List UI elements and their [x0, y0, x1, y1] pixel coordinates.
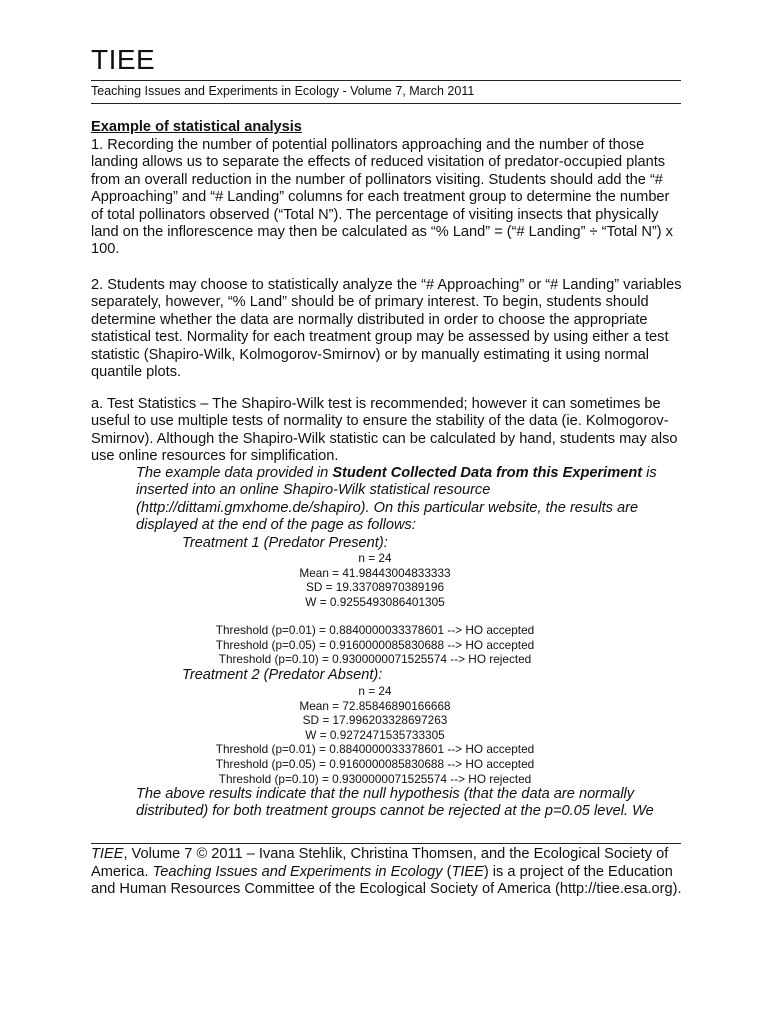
threshold-010: Threshold (p=0.10) = 0.9300000071525574 --> HO rejected [218, 652, 532, 667]
threshold-010: Threshold (p=0.10) = 0.9300000071525574 --> HO rejected [218, 771, 532, 786]
footer-b: , Volume 7 © 2011 – Ivana Stehlik, Christina Thomsen, and the Ecological Society of America. [91, 846, 669, 880]
treatment-1-thresholds [160, 623, 590, 667]
stat-w: W = 0.9272471535733305 [305, 727, 445, 742]
footer-journal: Teaching Issues and Experiments in Ecology [152, 863, 443, 880]
header-rule-bottom [91, 103, 681, 104]
stat-sd: SD = 17.996203328697263 [302, 713, 448, 728]
paragraph-3: a. Test Statistics – The Shapiro-Wilk test is recommended; however it can sometimes be useful to use multiple tests of normality to ensure the stability of the data (ie. Kolmogorov-Smirnov). Although the Shapiro-Wilk statistic can be calculated by hand, students may also use online resources for simplification. [91, 396, 678, 465]
stat-mean: Mean = 72.85846890166668 [299, 698, 451, 713]
stat-n: n = 24 [358, 551, 392, 565]
footer-f: ) is a project of the Education and Human Resources Committee of the Ecological Society of America (http://tiee.esa.org). [91, 863, 682, 898]
header-rule-top [91, 80, 681, 81]
paragraph-2: 2. Students may choose to statistically analyze the “# Approaching” or “# Landing” variables separately, however, “% Land” should be of primary interest. To begin, students should determine whether the data are normally distributed in order to choose the appropriate statistical test. Normality for each treatment group may be assessed by using either a test statistic (Shapiro-Wilk, Kolmogorov-Smirnov) or by manually estimating it using normal quantile plots. [91, 277, 682, 381]
conclusion-text: The above results indicate that the null hypothesis (that the data are normally distributed) for both treatment groups cannot be rejected at the p=0.05 level. We [136, 786, 654, 820]
treatment-1-label: Treatment 1 (Predator Present): [182, 535, 388, 551]
example-intro [136, 465, 676, 535]
treatment-2-label: Treatment 2 (Predator Absent): [182, 667, 383, 683]
footer-tiee-2: TIEE [451, 863, 484, 880]
footer-d: ( [442, 863, 452, 880]
brand-title: TIEE [91, 44, 156, 75]
treatment-1-stats [160, 551, 590, 609]
paragraph-1: 1. Recording the number of potential pollinators approaching and the number of those landing allows us to separate the effects of reduced visitation of predator-occupied plants from an overall reduction in the number of pollinators visiting. Students should add the “# Approaching” and “# Landing” columns for each treatment group to determine the number of total pollinators observed (“Total N”). The percentage of visiting insects that physically land on the inflorescence may then be calculated as “% Land” = (“# Landing” ÷ “Total N”) x 100. [91, 137, 673, 258]
threshold-001: Threshold (p=0.01) = 0.8840000033378601 --> HO accepted [215, 742, 535, 757]
example-intro-post: is inserted into an online Shapiro-Wilk statistical resource (http://dittami.gmxhome.de/shapiro). On this particular website, the results are displayed at the end of the page as follows: [136, 465, 657, 534]
threshold-005: Threshold (p=0.05) = 0.9160000085830688 --> HO accepted [215, 637, 535, 652]
footer-credits [91, 846, 691, 899]
threshold-005: Threshold (p=0.05) = 0.9160000085830688 --> HO accepted [215, 756, 535, 771]
example-intro-bold: Student Collected Data from this Experiment [332, 465, 643, 481]
journal-line: Teaching Issues and Experiments in Ecology - Volume 7, March 2011 [91, 84, 475, 98]
section-heading: Example of statistical analysis [91, 119, 302, 135]
stat-mean: Mean = 41.98443004833333 [299, 565, 451, 580]
footer-rule [91, 843, 681, 844]
treatment-2-stats [160, 684, 590, 786]
stat-n: n = 24 [358, 684, 392, 698]
footer-tiee: TIEE [91, 846, 124, 862]
example-intro-pre: The example data provided in [136, 465, 333, 481]
stat-sd: SD = 19.33708970389196 [305, 580, 445, 595]
threshold-001: Threshold (p=0.01) = 0.8840000033378601 --> HO accepted [215, 623, 535, 637]
stat-w: W = 0.9255493086401305 [305, 594, 445, 609]
